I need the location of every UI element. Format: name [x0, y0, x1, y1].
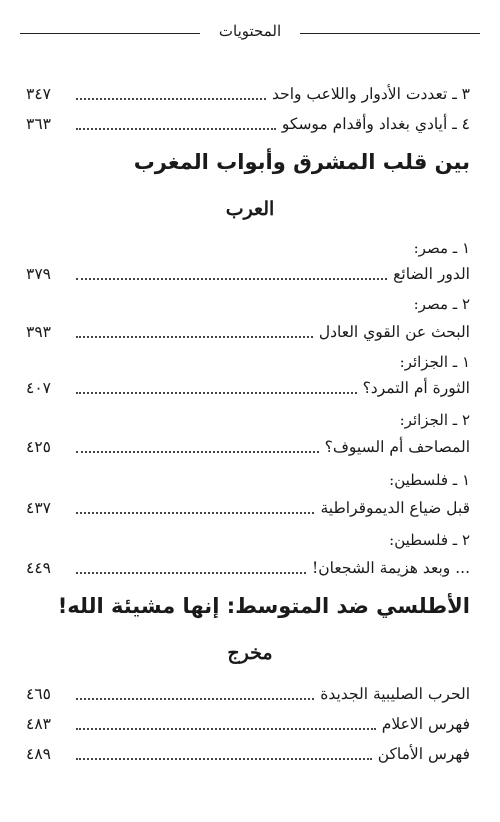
toc-entry-text: ... وبعد هزيمة الشجعان! [312, 559, 470, 577]
toc-page-number: ٤٠٧ [26, 379, 51, 397]
toc-page-number: ٣٦٣ [26, 115, 51, 133]
toc-entry[interactable] [26, 740, 470, 764]
toc-entry[interactable] [26, 110, 470, 134]
section-title: الأطلسي ضد المتوسط: إنها مشيئة الله! [57, 594, 470, 618]
toc-entry-text: فهرس الأماكن [377, 745, 470, 763]
section-subtitle: مخرج [227, 642, 273, 664]
toc-page-number: ٤٤٩ [26, 559, 51, 577]
group-label: ١ ـ فلسطين: [389, 471, 470, 489]
toc-page-number: ٤٣٧ [26, 499, 51, 517]
leader-dots [76, 391, 357, 394]
leader-dots [76, 127, 276, 130]
leader-dots [76, 277, 387, 280]
section-subtitle: العرب [225, 198, 275, 220]
toc-entry-text: الدور الضائع [393, 265, 470, 283]
toc-entry[interactable] [26, 554, 470, 578]
toc-entry-text: ٣ ـ تعددت الأدوار واللاعب واحد [272, 85, 470, 103]
running-head-title: المحتويات [218, 22, 282, 40]
toc-page-number: ٤٨٣ [26, 715, 51, 733]
leader-dots [76, 97, 266, 100]
leader-dots [76, 335, 313, 338]
group-label: ٢ ـ فلسطين: [389, 531, 470, 549]
leader-dots [76, 450, 319, 453]
group-label: ٢ ـ مصر: [413, 295, 470, 313]
toc-entry-text: قبل ضياع الديموقراطية [320, 499, 470, 517]
toc-page-number: ٣٩٣ [26, 323, 51, 341]
toc-page-number: ٤٨٩ [26, 745, 51, 763]
leader-dots [76, 571, 306, 574]
toc-entry[interactable] [26, 710, 470, 734]
toc-entry[interactable] [26, 433, 470, 457]
toc-entry-text: الثورة أم التمرد؟ [362, 379, 470, 397]
group-label: ١ ـ الجزائر: [399, 353, 470, 371]
running-head [20, 22, 480, 42]
toc-entry[interactable] [26, 318, 470, 342]
toc-entry-text: البحث عن القوي العادل [318, 323, 470, 341]
toc-entry-text: الحرب الصليبية الجديدة [320, 685, 470, 703]
leader-dots [76, 511, 314, 514]
section-title: بين قلب المشرق وأبواب المغرب [133, 150, 470, 174]
toc-entry[interactable] [26, 494, 470, 518]
header-rule-left [20, 33, 200, 34]
toc-entry[interactable] [26, 80, 470, 104]
toc-entry[interactable] [26, 374, 470, 398]
group-label: ١ ـ مصر: [413, 239, 470, 257]
leader-dots [76, 697, 314, 700]
toc-entry[interactable] [26, 680, 470, 704]
toc-entry[interactable] [26, 260, 470, 284]
toc-page-number: ٤٦٥ [26, 685, 51, 703]
leader-dots [76, 757, 372, 760]
toc-entry-text: فهرس الاعلام [381, 715, 470, 733]
group-label: ٢ ـ الجزائر: [399, 411, 470, 429]
leader-dots [76, 727, 376, 730]
toc-page-number: ٤٢٥ [26, 438, 51, 456]
toc-entry-text: المصاحف أم السيوف؟ [324, 438, 470, 456]
toc-page-number: ٣٧٩ [26, 265, 51, 283]
toc-entry-text: ٤ ـ أيادي بغداد وأقدام موسكو [281, 115, 470, 133]
toc-page-number: ٣٤٧ [26, 85, 51, 103]
